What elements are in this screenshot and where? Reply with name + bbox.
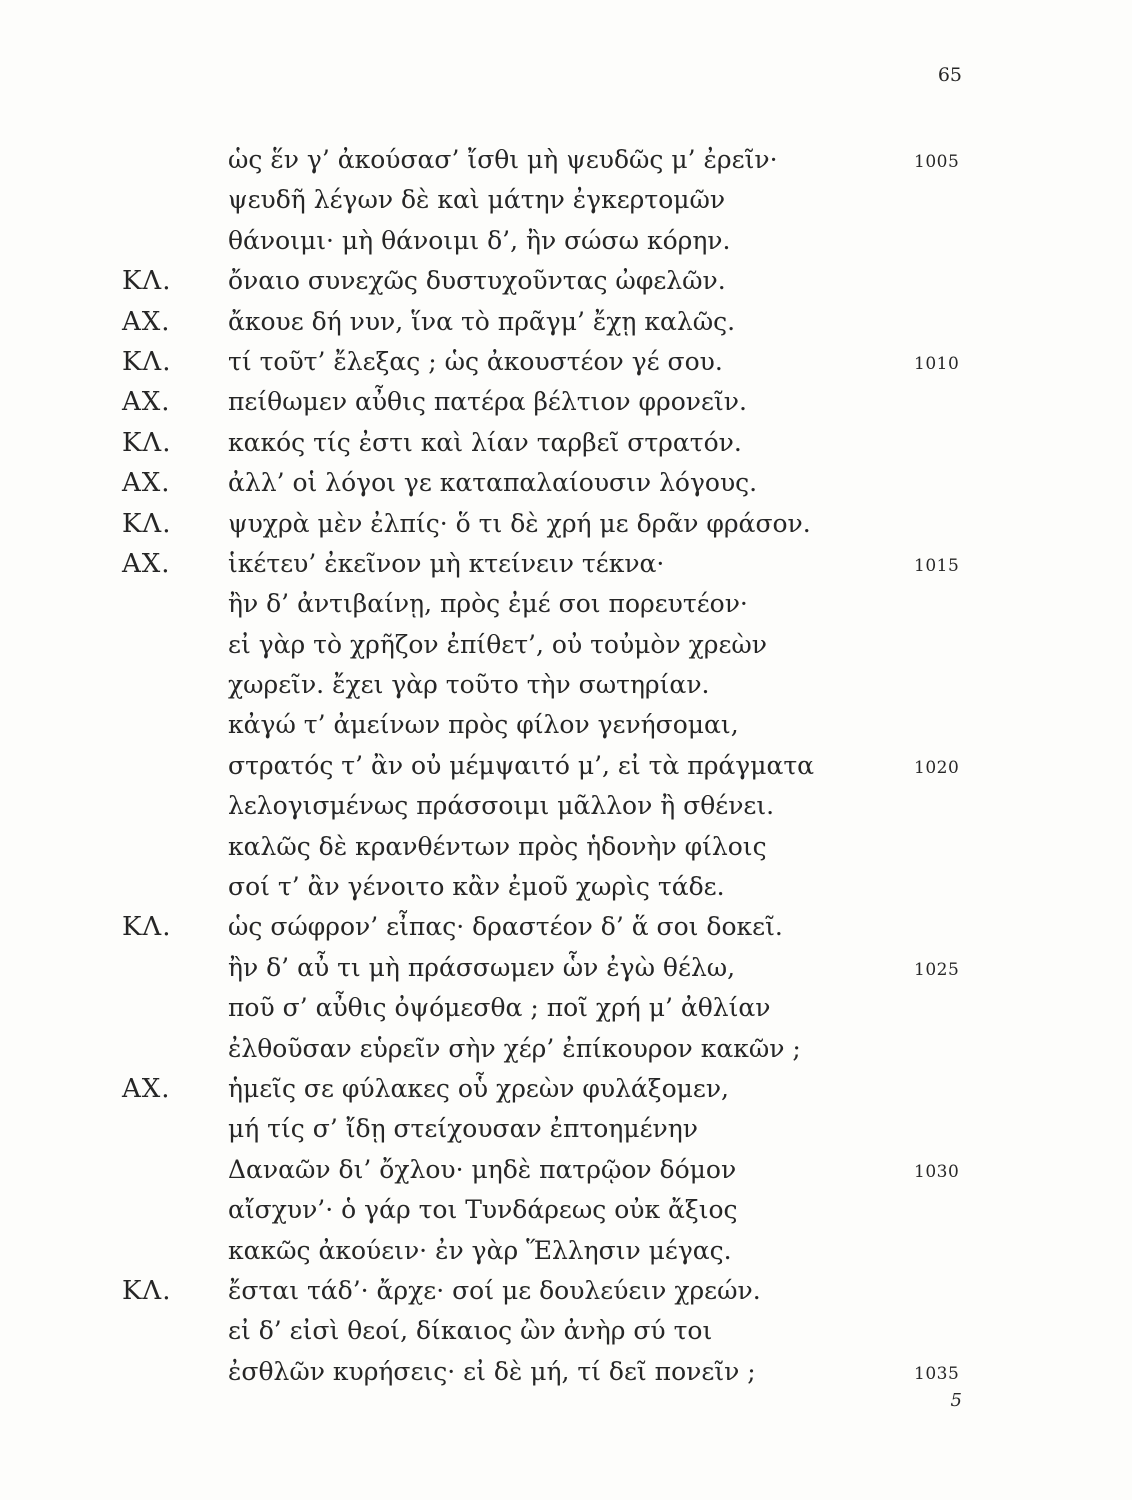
verse-line [0, 988, 1132, 1028]
verse-text: ψευδῆ λέγων δὲ καὶ μάτην ἐγκερτομῶν [228, 185, 726, 215]
signature-mark: 5 [950, 1390, 962, 1411]
verse-text: ἢν δ’ ἀντιβαίνῃ, πρὸς ἐμέ σοι πορευτέον· [228, 589, 748, 619]
verse-text: ψυχρὰ μὲν ἐλπίς· ὅ τι δὲ χρή με δρᾶν φράσον. [228, 508, 811, 538]
verse-text: ἀλλ’ οἱ λόγοι γε καταπαλαίουσιν λόγους. [228, 468, 758, 498]
verse-text: εἰ δ’ εἰσὶ θεοί, δίκαιος ὢν ἀνὴρ σύ τοι [228, 1316, 713, 1346]
verse-text: ἔσται τάδ’· ἄρχε· σοί με δουλεύειν χρεών. [228, 1275, 761, 1305]
verse-text: ὄναιο συνεχῶς δυστυχοῦντας ὠφελῶν. [228, 266, 726, 296]
speaker-label: ΚΛ. [122, 427, 172, 458]
verse-line [0, 746, 1132, 786]
verse-text: ἐσθλῶν κυρήσεις· εἰ δὲ μή, τί δεῖ πονεῖν ; [228, 1356, 756, 1386]
speaker-label: ΚΛ. [122, 508, 172, 539]
verse-line [0, 705, 1132, 745]
verse-line [0, 1069, 1132, 1109]
verse-text: ἐλθοῦσαν εὑρεῖν σὴν χέρ’ ἐπίκουρον κακῶν ; [228, 1033, 801, 1063]
line-number: 1015 [914, 555, 960, 576]
verse-text: μή τίς σ’ ἴδῃ στείχουσαν ἐπτοημένην [228, 1114, 698, 1144]
verse-line [0, 261, 1132, 301]
verse-line [0, 382, 1132, 422]
speaker-label: ΚΛ. [122, 266, 172, 297]
line-number: 1020 [914, 757, 960, 778]
verse-line [0, 827, 1132, 867]
verse-line [0, 180, 1132, 220]
verse-text: σοί τ’ ἂν γένοιτο κἂν ἐμοῦ χωρὶς τάδε. [228, 872, 725, 902]
verse-line [0, 1190, 1132, 1230]
verse-line [0, 948, 1132, 988]
verse-text: κακῶς ἀκούειν· ἐν γὰρ Ἕλλησιν μέγας. [228, 1235, 732, 1265]
verse-line [0, 907, 1132, 947]
verse-text: πείθωμεν αὖθις πατέρα βέλτιον φρονεῖν. [228, 387, 747, 417]
speaker-label: ΑΧ. [122, 1073, 171, 1104]
verse-text: ἄκουε δή νυν, ἵνα τὸ πρᾶγμ’ ἔχῃ καλῶς. [228, 306, 736, 336]
verse-line [0, 544, 1132, 584]
verse-line [0, 1150, 1132, 1190]
verse-text: καλῶς δὲ κρανθέντων πρὸς ἡδονὴν φίλοις [228, 831, 767, 861]
verse-line [0, 665, 1132, 705]
verse-text: λελογισμένως πράσσοιμι μᾶλλον ἢ σθένει. [228, 791, 775, 821]
verse-text: αἴσχυν’· ὁ γάρ τοι Τυνδάρεως οὐκ ἄξιος [228, 1195, 738, 1225]
verse-text: χωρεῖν. ἔχει γὰρ τοῦτο τὴν σωτηρίαν. [228, 670, 710, 700]
verse-text: ποῦ σ’ αὖθις ὀψόμεσθα ; ποῖ χρή μ’ ἀθλίαν [228, 993, 771, 1023]
verse-line [0, 423, 1132, 463]
speaker-label: ΑΧ. [122, 548, 171, 579]
verse-line [0, 1311, 1132, 1351]
speaker-label: ΑΧ. [122, 387, 171, 418]
verse-text-block [0, 140, 1132, 1392]
verse-text: θάνοιμι· μὴ θάνοιμι δ’, ἢν σώσω κόρην. [228, 225, 731, 255]
verse-line [0, 140, 1132, 180]
line-number: 1010 [914, 353, 960, 374]
verse-line [0, 221, 1132, 261]
verse-text: ἡμεῖς σε φύλακες οὗ χρεὼν φυλάξομεν, [228, 1073, 729, 1103]
verse-line [0, 1029, 1132, 1069]
line-number: 1025 [914, 959, 960, 980]
verse-text: τί τοῦτ’ ἔλεξας ; ὡς ἀκουστέον γέ σου. [228, 346, 723, 376]
line-number: 1035 [914, 1363, 960, 1384]
verse-text: ἢν δ’ αὖ τι μὴ πράσσωμεν ὧν ἐγὼ θέλω, [228, 952, 736, 982]
verse-line [0, 302, 1132, 342]
verse-text: ὡς ἕν γ’ ἀκούσασ’ ἴσθι μὴ ψευδῶς μ’ ἐρεῖν· [228, 145, 778, 174]
verse-line [0, 786, 1132, 826]
page-number: 65 [937, 64, 962, 86]
verse-line [0, 867, 1132, 907]
verse-line [0, 342, 1132, 382]
verse-text: κακός τίς ἐστι καὶ λίαν ταρβεῖ στρατόν. [228, 427, 742, 457]
line-number: 1030 [914, 1161, 960, 1182]
speaker-label: ΑΧ. [122, 306, 171, 337]
verse-text: ἱκέτευ’ ἐκεῖνον μὴ κτείνειν τέκνα· [228, 548, 665, 578]
speaker-label: ΑΧ. [122, 468, 171, 499]
verse-text: κἀγώ τ’ ἀμείνων πρὸς φίλον γενήσομαι, [228, 710, 739, 740]
speaker-label: ΚΛ. [122, 1275, 172, 1306]
line-number: 1005 [914, 152, 960, 172]
verse-text: στρατός τ’ ἂν οὐ μέμψαιτό μ’, εἰ τὰ πράγματα [228, 750, 815, 780]
verse-line [0, 1231, 1132, 1271]
verse-line [0, 625, 1132, 665]
verse-text: ὡς σώφρον’ εἶπας· δραστέον δ’ ἅ σοι δοκεῖ. [228, 912, 783, 942]
verse-line [0, 1352, 1132, 1392]
verse-line [0, 504, 1132, 544]
speaker-label: ΚΛ. [122, 346, 172, 377]
verse-line [0, 1271, 1132, 1311]
speaker-label: ΚΛ. [122, 912, 172, 943]
verse-line [0, 1109, 1132, 1149]
verse-text: Δαναῶν δι’ ὄχλου· μηδὲ πατρῷον δόμον [228, 1154, 737, 1184]
verse-text: εἰ γὰρ τὸ χρῆζον ἐπίθετ’, οὐ τοὐμὸν χρεὼν [228, 629, 767, 659]
verse-line [0, 463, 1132, 503]
verse-line [0, 584, 1132, 624]
